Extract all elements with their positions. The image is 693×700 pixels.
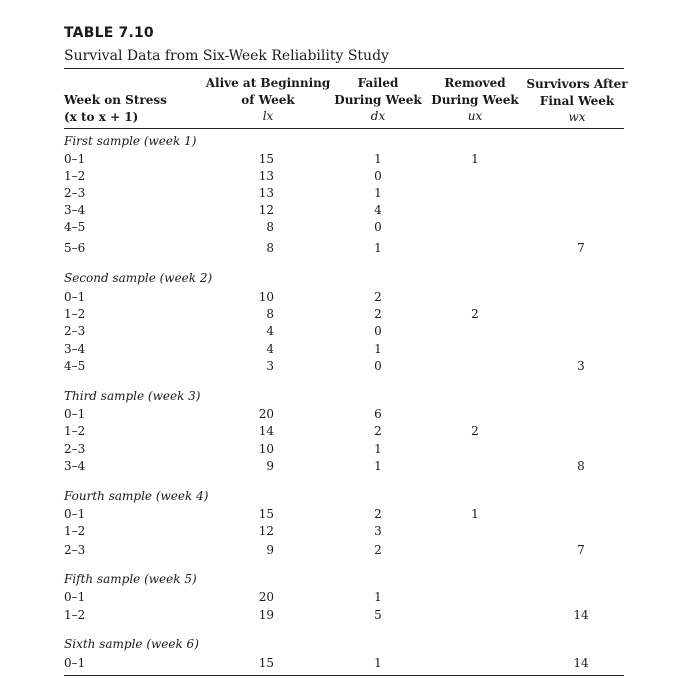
failed-cell: 1 xyxy=(374,186,382,200)
bottom-rule xyxy=(64,675,624,676)
failed-cell: 2 xyxy=(374,543,382,557)
failed-cell: 0 xyxy=(374,169,382,183)
failed-cell: 2 xyxy=(374,507,382,521)
alive-cell: 13 xyxy=(258,169,274,183)
alive-cell: 10 xyxy=(258,442,274,456)
week-cell: 3–4 xyxy=(64,203,86,217)
week-cell: 1–2 xyxy=(64,424,86,438)
week-cell: 0–1 xyxy=(64,507,86,521)
header-removed-line2: During Week xyxy=(431,93,519,107)
header-failed-symbol: dx xyxy=(370,109,386,123)
survivors-cell: 14 xyxy=(573,656,589,670)
week-cell: 2–3 xyxy=(64,186,86,200)
header-removed-symbol: ux xyxy=(467,109,483,123)
sample-label: Sixth sample (week 6) xyxy=(64,637,199,651)
alive-cell: 14 xyxy=(258,424,274,438)
header-rule xyxy=(64,128,624,129)
table-title: TABLE 7.10 xyxy=(64,25,154,41)
alive-cell: 4 xyxy=(266,342,274,356)
failed-cell: 4 xyxy=(374,203,382,217)
removed-cell: 2 xyxy=(471,307,479,321)
header-alive-line2: of Week xyxy=(241,93,295,107)
failed-cell: 2 xyxy=(374,307,382,321)
alive-cell: 8 xyxy=(266,241,274,255)
failed-cell: 3 xyxy=(374,524,382,538)
top-rule xyxy=(64,68,624,69)
week-cell: 1–2 xyxy=(64,307,86,321)
failed-cell: 0 xyxy=(374,324,382,338)
alive-cell: 20 xyxy=(258,407,274,421)
sample-label: Third sample (week 3) xyxy=(64,389,201,403)
failed-cell: 2 xyxy=(374,424,382,438)
failed-cell: 1 xyxy=(374,152,382,166)
week-cell: 0–1 xyxy=(64,590,86,604)
header-alive-symbol: lx xyxy=(262,109,274,123)
header-failed-line1: Failed xyxy=(357,76,399,90)
survivors-cell: 7 xyxy=(577,543,585,557)
alive-cell: 9 xyxy=(266,459,274,473)
week-cell: 1–2 xyxy=(64,169,86,183)
failed-cell: 1 xyxy=(374,442,382,456)
sample-label: Fourth sample (week 4) xyxy=(64,489,209,503)
alive-cell: 13 xyxy=(258,186,274,200)
failed-cell: 1 xyxy=(374,590,382,604)
week-cell: 2–3 xyxy=(64,324,86,338)
alive-cell: 9 xyxy=(266,543,274,557)
header-failed-line2: During Week xyxy=(334,93,422,107)
failed-cell: 1 xyxy=(374,459,382,473)
survivors-cell: 8 xyxy=(577,459,585,473)
week-cell: 1–2 xyxy=(64,524,86,538)
failed-cell: 6 xyxy=(374,407,382,421)
header-week-line1: Week on Stress xyxy=(64,93,167,107)
alive-cell: 10 xyxy=(258,290,274,304)
survivors-cell: 7 xyxy=(577,241,585,255)
header-week-line2: (x to x + 1) xyxy=(64,110,139,124)
alive-cell: 20 xyxy=(258,590,274,604)
alive-cell: 19 xyxy=(258,608,274,622)
sample-label: Second sample (week 2) xyxy=(64,271,213,285)
alive-cell: 3 xyxy=(266,359,274,373)
removed-cell: 1 xyxy=(471,507,479,521)
survivors-cell: 3 xyxy=(577,359,585,373)
alive-cell: 12 xyxy=(258,524,274,538)
week-cell: 0–1 xyxy=(64,407,86,421)
alive-cell: 8 xyxy=(266,307,274,321)
alive-cell: 12 xyxy=(258,203,274,217)
removed-cell: 2 xyxy=(471,424,479,438)
failed-cell: 2 xyxy=(374,290,382,304)
table-subtitle: Survival Data from Six-Week Reliability Study xyxy=(64,48,389,64)
week-cell: 5–6 xyxy=(64,241,86,255)
week-cell: 4–5 xyxy=(64,220,86,234)
header-alive-line1: Alive at Beginning xyxy=(205,76,331,90)
alive-cell: 15 xyxy=(258,507,274,521)
failed-cell: 0 xyxy=(374,220,382,234)
sample-label: Fifth sample (week 5) xyxy=(64,572,197,586)
failed-cell: 0 xyxy=(374,359,382,373)
week-cell: 0–1 xyxy=(64,656,86,670)
week-cell: 3–4 xyxy=(64,459,86,473)
week-cell: 1–2 xyxy=(64,608,86,622)
failed-cell: 5 xyxy=(374,608,382,622)
alive-cell: 4 xyxy=(266,324,274,338)
header-survivors-line1: Survivors After xyxy=(526,77,628,91)
sample-label: First sample (week 1) xyxy=(64,134,197,148)
week-cell: 0–1 xyxy=(64,152,86,166)
week-cell: 2–3 xyxy=(64,442,86,456)
week-cell: 0–1 xyxy=(64,290,86,304)
week-cell: 2–3 xyxy=(64,543,86,557)
header-survivors-symbol: wx xyxy=(568,110,586,124)
removed-cell: 1 xyxy=(471,152,479,166)
header-removed-line1: Removed xyxy=(444,76,506,90)
survivors-cell: 14 xyxy=(573,608,589,622)
failed-cell: 1 xyxy=(374,342,382,356)
week-cell: 4–5 xyxy=(64,359,86,373)
failed-cell: 1 xyxy=(374,241,382,255)
header-survivors-line2: Final Week xyxy=(539,94,615,108)
alive-cell: 8 xyxy=(266,220,274,234)
week-cell: 3–4 xyxy=(64,342,86,356)
failed-cell: 1 xyxy=(374,656,382,670)
alive-cell: 15 xyxy=(258,656,274,670)
alive-cell: 15 xyxy=(258,152,274,166)
